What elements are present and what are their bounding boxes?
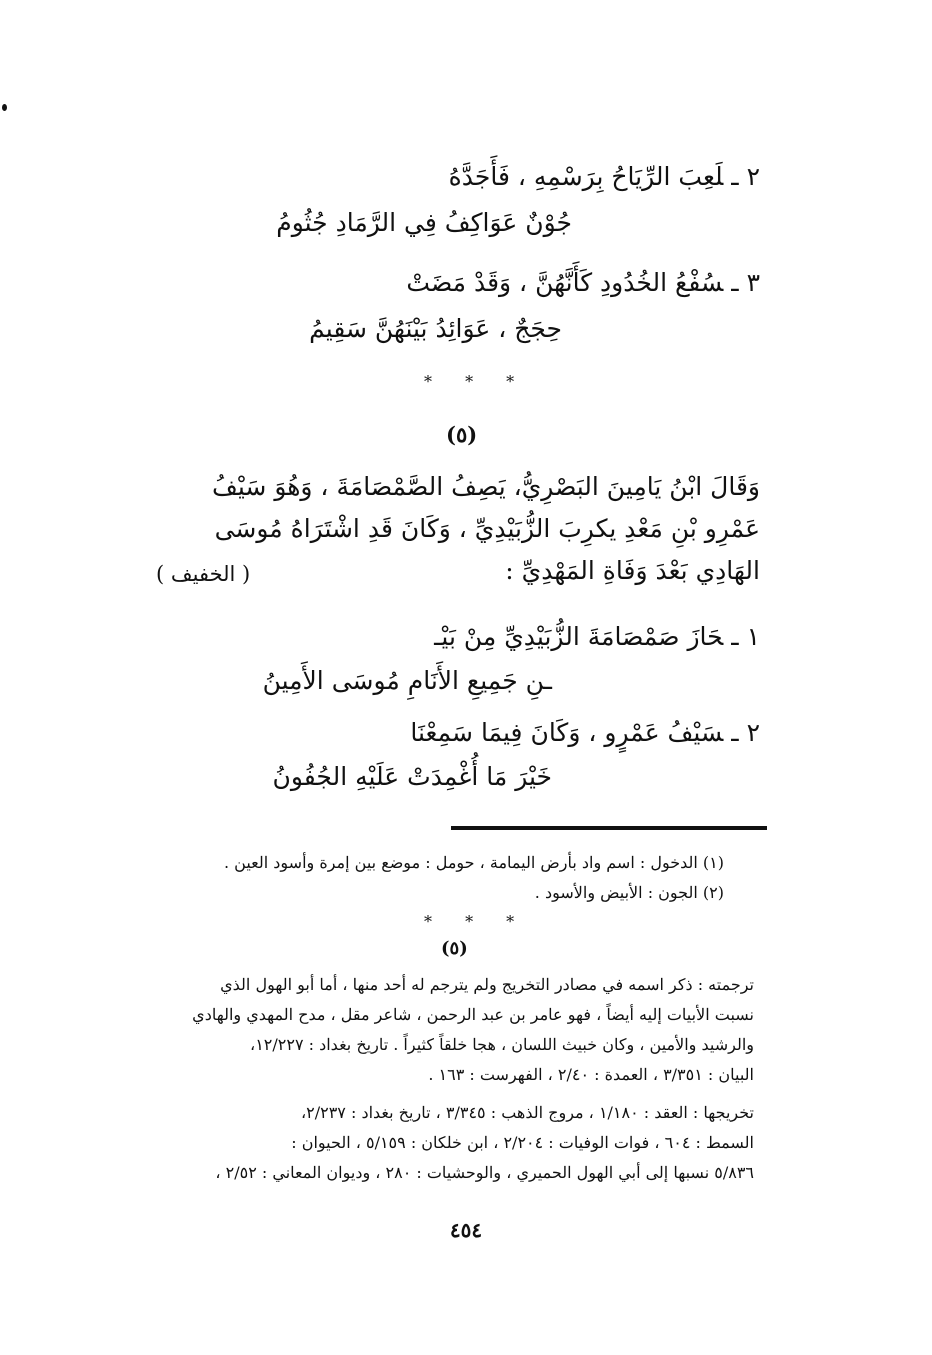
verse-1-first-hemistich (434, 620, 760, 654)
intro-line: الهَادِي بَعْدَ وَفَاةِ المَهْدِيِّ : (505, 556, 760, 585)
notes-section-number: (٥) (441, 938, 468, 959)
note-line: والرشيد والأمين ، وكان خبيث اللسان ، هجا خلقاً كثيراً . تاريخ بغداد : ١٢/٢٢٧، (250, 1035, 754, 1054)
note-line: ٥/٨٣٦ نسبها إلى أبي الهول الحميري ، والوحشيات : ٢٨٠ ، وديوان المعاني : ٢/٥٢ ، (215, 1163, 754, 1182)
section-separator: * * * (424, 372, 529, 391)
note-line: ترجمته : ذكر اسمه في مصادر التخريج ولم يترجم له أحد منها ، أما أبو الهول الذي (220, 975, 754, 994)
intro-line: وَقَالَ ابْنُ يَامِينَ البَصْرِيُّ، يَصِفُ الصَّمْصَامَةَ ، وَهُوَ سَيْفُ (212, 472, 760, 501)
verse-1-second-hemistich: ـنِ جَمِيعِ الأَنَامِ مُوسَى الأَمِينُ (262, 666, 552, 695)
verse-number: ٣ ـ (731, 268, 760, 297)
verse-number: ١ ـ (731, 622, 760, 651)
verse-number: ٢ ـ (731, 162, 760, 191)
footnote-rule (451, 826, 767, 830)
note-line: السمط : ٦٠٤ ، فوات الوفيات : ٢/٢٠٤ ، ابن خلكان : ٥/١٥٩ ، الحيوان : (291, 1133, 754, 1152)
verse-2-first-hemistich (449, 160, 760, 194)
verse-2-second-hemistich: جُوْنٌ عَوَاكِفُ فِي الرَّمَادِ جُثُومُ (276, 208, 572, 237)
verse-2-second-hemistich: خَيْرَ مَا أُغْمِدَتْ عَلَيْهِ الجُفُونُ (272, 762, 552, 791)
margin-dot (2, 104, 7, 111)
notes-separator: * * * (424, 912, 529, 931)
verse-3-second-hemistich: حِجَجٌ ، عَوَائِدُ بَيْنَهُنَّ سَقِيمُ (309, 314, 562, 343)
verse-number: ٢ ـ (731, 718, 760, 747)
section-number: (٥) (446, 422, 478, 447)
note-line: نسبت الأبيات إليه أيضاً ، فهو عامر بن عبد الرحمن ، شاعر مقل ، مدح المهدي والهادي (192, 1005, 754, 1024)
verse-3-first-hemistich (406, 266, 760, 300)
sources-note (154, 1098, 754, 1188)
note-line: البيان : ٣/٣٥١ ، العمدة : ٢/٤٠ ، الفهرست : ١٦٣ . (428, 1065, 754, 1084)
hemistich-text: سَيْفُ عَمْرٍو ، وَكَانَ فِيمَا سَمِعْنَا (410, 718, 724, 747)
meter-label: ( الخفيف ) (156, 562, 251, 586)
intro-line: عَمْرِو بْنِ مَعْدِ يكرِبَ الزُّبَيْدِيِّ ، وَكَانَ قَدِ اشْتَرَاهُ مُوسَى (214, 514, 760, 543)
biography-note (154, 970, 754, 1090)
hemistich-text: حَازَ صَمْصَامَةَ الزُّبَيْدِيِّ مِنْ بَيْـ (434, 622, 724, 651)
page-number: ٤٥٤ (449, 1218, 483, 1242)
footnote-2: (٢) الجون : الأبيض والأسود . (534, 883, 724, 902)
hemistich-text: لَعِبَ الرِّيَاحُ بِرَسْمِهِ ، فَأَجَدَّهُ (448, 162, 724, 191)
note-line: تخريجها : العقد : ١/١٨٠ ، مروج الذهب : ٣/٣٤٥ ، تاريخ بغداد : ٢/٢٣٧، (300, 1103, 754, 1122)
verse-2-first-hemistich (410, 716, 760, 750)
hemistich-text: سُفْعُ الخُدُودِ كَأَنَّهُنَّ ، وَقَدْ مَضَتْ (406, 268, 724, 297)
footnote-1: (١) الدخول : اسم واد بأرض اليمامة ، حومل : موضع بين إمرة وأسود العين . (223, 853, 724, 872)
